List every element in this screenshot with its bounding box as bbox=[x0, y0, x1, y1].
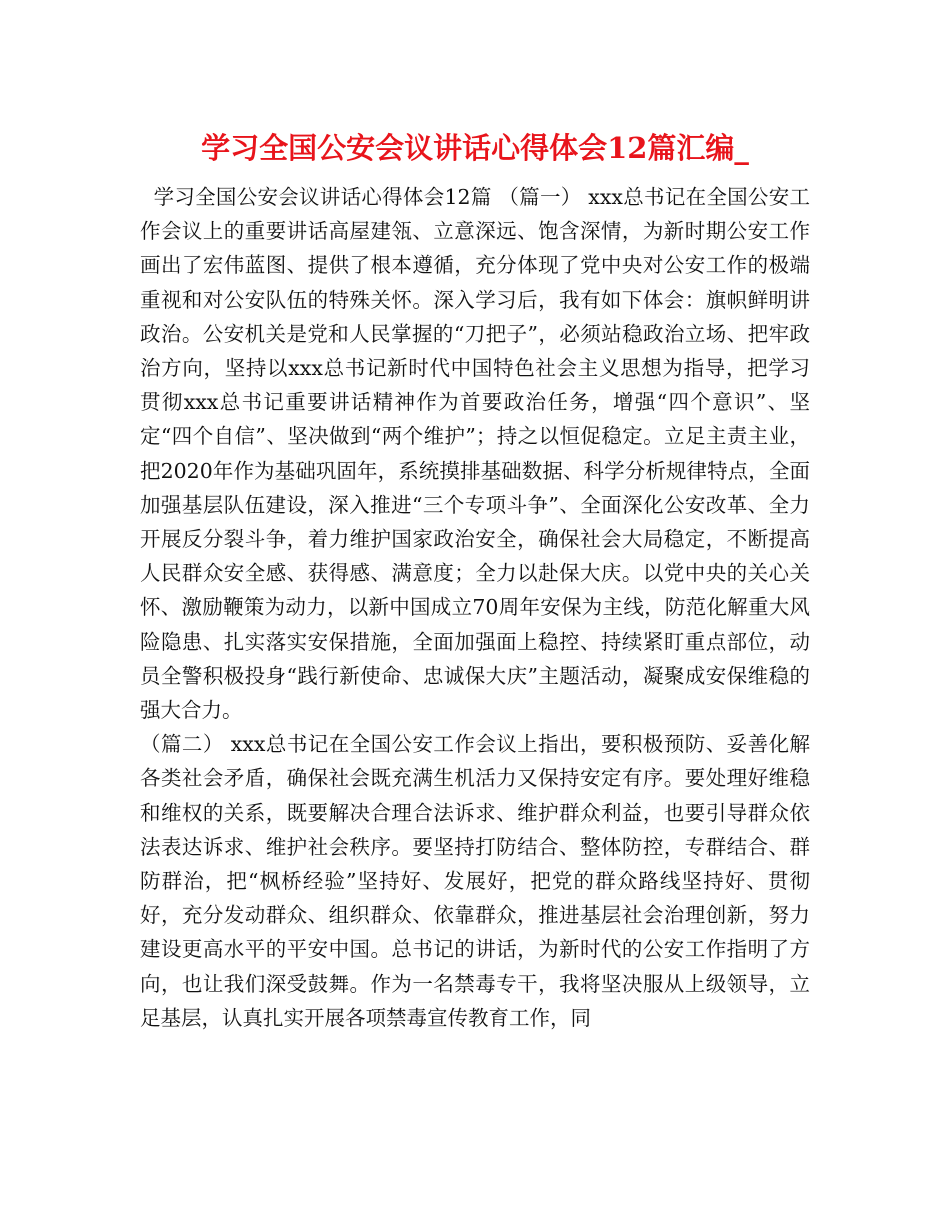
document-body bbox=[140, 180, 810, 1035]
document-title: 学习全国公安会议讲话心得体会12篇汇编_ bbox=[201, 131, 749, 165]
paragraph-part-one: 学习全国公安会议讲话心得体会12篇 （篇一） xxx总书记在全国公安工作会议上的重要讲话高屋建瓴、立意深远、饱含深情，为新时期公安工作画出了宏伟蓝图、提供了根本遵循，充分体现了党中央对公安工作的极端重视和对公安队伍的特殊关怀。深入学习后，我有如下体会：旗帜鲜明讲政治。公安机关是党和人民掌握的“刀把子”，必须站稳政治立场、把牢政治方向，坚持以xxx总书记新时代中国特色社会主义思想为指导，把学习贯彻xxx总书记重要讲话精神作为首要政治任务，增强“四个意识”、坚定“四个自信”、坚决做到“两个维护”；持之以恒促稳定。立足主责主业，把2020年作为基础巩固年，系统摸排基础数据、科学分析规律特点，全面加强基层队伍建设，深入推进“三个专项斗争”、全面深化公安改革、全力开展反分裂斗争，着力维护国家政治安全，确保社会大局稳定，不断提高人民群众安全感、获得感、满意度；全力以赴保大庆。以党中央的关心关怀、激励鞭策为动力，以新中国成立70周年安保为主线，防范化解重大风险隐患、扎实落实安保措施，全面加强面上稳控、持续紧盯重点部位，动员全警积极投身“践行新使命、忠诚保大庆”主题活动，凝聚成安保维稳的强大合力。 bbox=[140, 185, 810, 723]
paragraph-part-two: （篇二） xxx总书记在全国公安工作会议上指出，要积极预防、妥善化解各类社会矛盾，确保社会既充满生机活力又保持安定有序。要处理好维稳和维权的关系，既要解决合理合法诉求、维护群众利益，也要引导群众依法表达诉求、维护社会秩序。要坚持打防结合、整体防控，专群结合、群防群治，把“枫桥经验”坚持好、发展好，把党的群众路线坚持好、贯彻好，充分发动群众、组织群众、依靠群众，推进基层社会治理创新，努力建设更高水平的平安中国。总书记的讲话，为新时代的公安工作指明了方向，也让我们深受鼓舞。作为一名禁毒专干，我将坚决服从上级领导，立足基层，认真扎实开展各项禁毒宣传教育工作，同 bbox=[140, 732, 810, 1030]
